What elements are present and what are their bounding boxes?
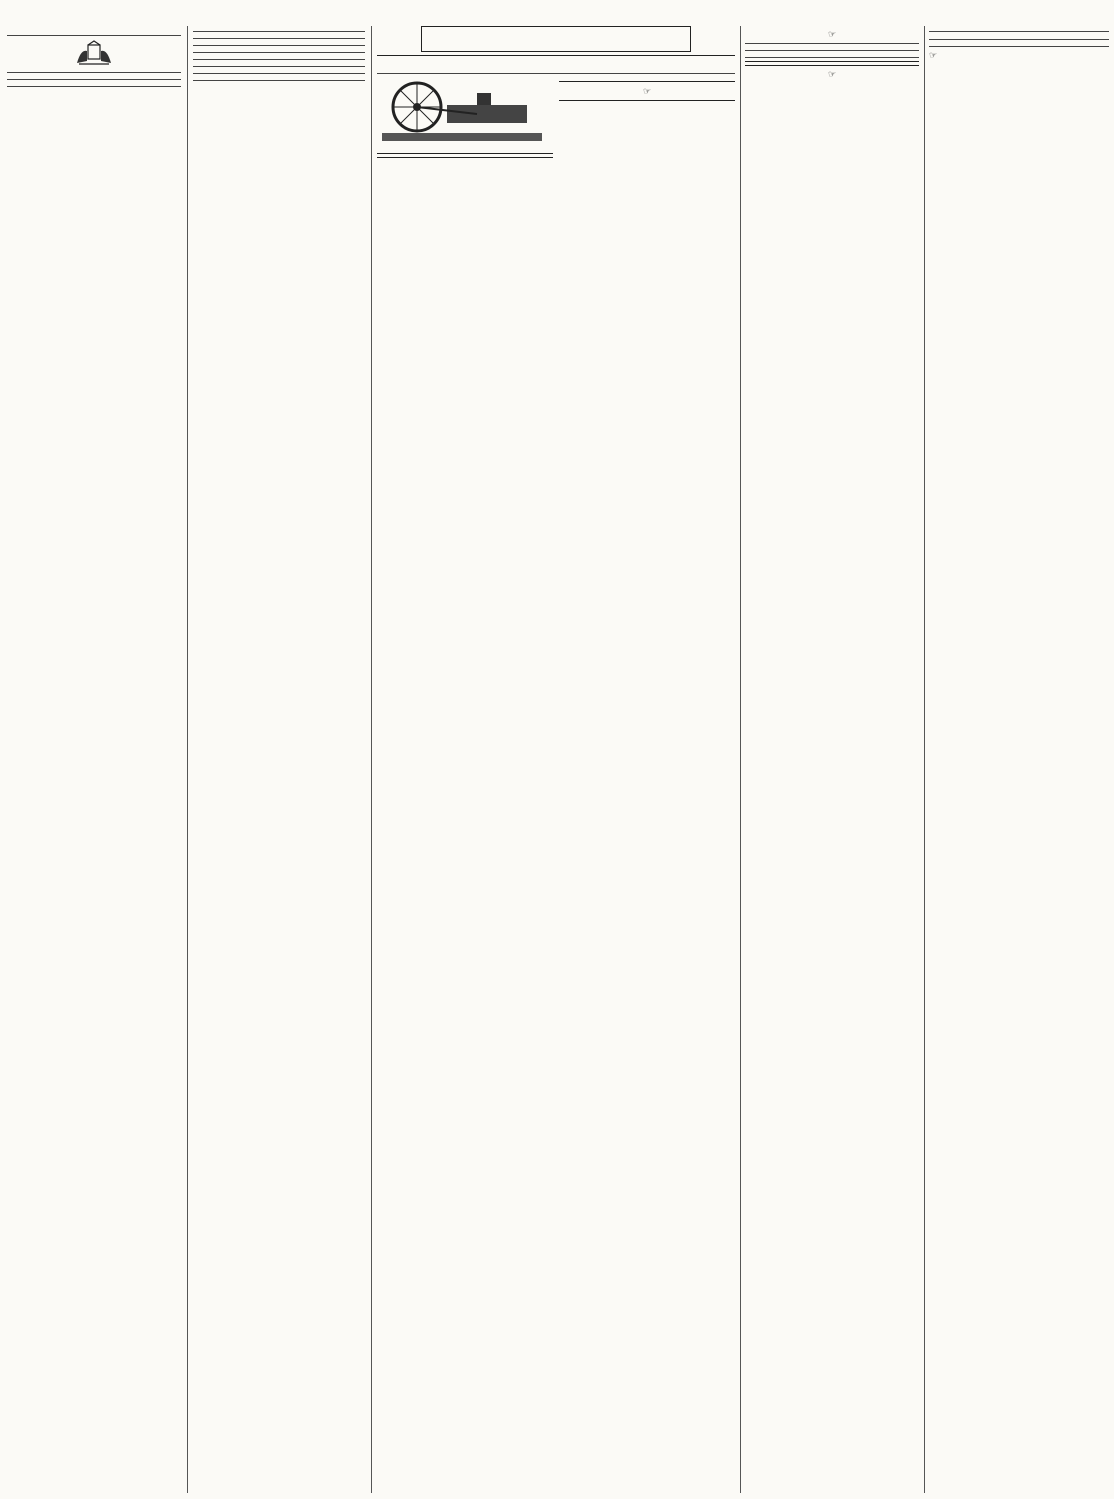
- hawkins-ad: [745, 47, 919, 51]
- kings-hotel-ad: [559, 77, 735, 161]
- election-ad: [7, 76, 181, 80]
- divider: [377, 153, 553, 154]
- empire-hotel-ad: [193, 70, 365, 74]
- imports-report: [7, 28, 181, 36]
- borough-rate-ad: [7, 83, 181, 87]
- albion-brewery-ad: [377, 77, 553, 161]
- cameron-studio-ad: [745, 54, 919, 58]
- steam-engine-icon: [377, 77, 547, 147]
- leather-ad: [193, 42, 365, 46]
- mclean-ad: [377, 70, 735, 74]
- divider: [745, 61, 919, 62]
- borough-auditors-ad: [7, 90, 181, 93]
- crown-lands-ad: [7, 39, 181, 73]
- royal-arms: [7, 39, 181, 67]
- auctioneering-notice: [193, 35, 365, 39]
- pointing-hand-icon: ☞: [929, 50, 938, 60]
- cowlishaw-ad: [745, 29, 919, 44]
- morgan-love-ad: [929, 43, 1109, 47]
- column-5: [926, 26, 1112, 1495]
- column-1: [4, 26, 184, 1495]
- royal-crest-icon: [73, 39, 115, 67]
- column-2: [190, 26, 368, 1495]
- observe-line: [559, 86, 735, 97]
- divider: [377, 55, 735, 56]
- cash-palace-box: [421, 26, 691, 52]
- pollock-ad: [745, 61, 919, 87]
- pointing-hand-icon: ☞: [827, 29, 837, 39]
- column-3: [374, 26, 738, 1495]
- column-rule: [740, 26, 741, 1493]
- pointing-hand-icon: ☞: [642, 86, 652, 96]
- pointing-hand-icon: ☞: [827, 68, 837, 79]
- clark-ad: [929, 50, 1109, 66]
- divider: [377, 157, 553, 158]
- divider: [745, 65, 919, 66]
- cheap-fares-ad: [193, 77, 365, 81]
- hannan-ad: [929, 36, 1109, 40]
- bottom-ads: [377, 77, 735, 161]
- public-notice-ad: [193, 63, 365, 67]
- learmonth-ad: [193, 28, 365, 32]
- divider: [559, 100, 735, 101]
- spiers-ad: [929, 28, 1109, 32]
- divider: [559, 81, 735, 82]
- for-sale-ad: [193, 49, 365, 53]
- cash-palace-middle: [377, 26, 735, 52]
- column-rule: [371, 26, 372, 1493]
- column-4: [742, 26, 922, 1495]
- column-rule: [187, 26, 188, 1493]
- final-notice-ad: [193, 56, 365, 60]
- wanted-ad: [193, 84, 365, 87]
- small-goods-line: [929, 50, 1109, 61]
- column-rule: [924, 26, 925, 1493]
- for-cash-line: [745, 69, 919, 80]
- cash-palace-ad: [377, 26, 735, 52]
- licensed-line: [745, 29, 919, 40]
